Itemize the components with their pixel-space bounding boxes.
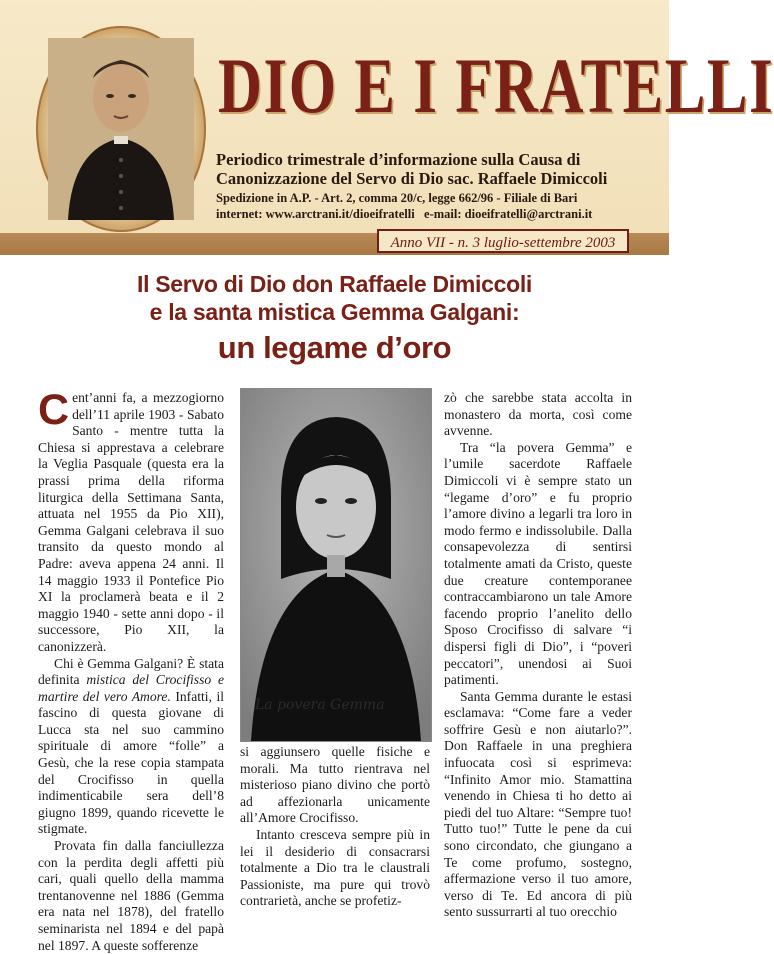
photo-gemma-galgani bbox=[240, 388, 432, 742]
priest-portrait-image bbox=[48, 38, 194, 220]
photo-signature: La povera Gemma bbox=[255, 697, 385, 713]
article-column-3 bbox=[444, 390, 632, 921]
dropcap: C bbox=[38, 386, 70, 434]
headline-line-1: Il Servo di Dio don Raffaele Dimiccoli bbox=[136, 271, 533, 297]
paragraph: zò che sarebbe stata accolta in monastero da morta, così come avvenne. bbox=[444, 390, 632, 439]
paragraph: Intanto cresceva sempre più in lei il desiderio di consacrarsi totalmente a Dio tra le claustrali Passioniste, ma pure qui trovò contrarietà, anche se profetiz- bbox=[240, 826, 430, 909]
paragraph: Santa Gemma durante le estasi esclamava: “Come fare a veder soffrire Gesù e non aiutarlo?”. Don Raffaele in una preghiera infuocata così si esprimeva: “Infinito Amor mio. Stamattina venendo in Chiesa ti ho detto ai piedi del tuo Altare: “Sempre tuo! Tutto tuo!” Tutte le pene da cui sono circondato, che giungano a Te come profumo, sostegno, affermazione verso il tuo amore, verso di Te. Ed ancora di più sento sussurrarti al tuo orecchio bbox=[444, 688, 632, 920]
article-column-2 bbox=[240, 744, 430, 910]
issue-label: Anno VII - n. 3 luglio-settembre 2003 bbox=[377, 229, 629, 253]
headline-line-2: e la santa mistica Gemma Galgani: bbox=[149, 299, 520, 325]
paragraph: si aggiunsero quelle fisiche e morali. Ma tutto rientrava nel misterioso piano divino che portò ad affezionarla unicamente all’Amore Crocifisso. bbox=[240, 744, 430, 826]
article-column-1 bbox=[38, 386, 225, 954]
headline-line-3: un legame d’oro bbox=[217, 330, 452, 365]
gemma-portrait-image bbox=[241, 389, 431, 741]
paragraph-text: Infatti, il fascino di questa giovane di Lucca sta nel suo cammino spirituale di amore “folle” a Gesù, che la rese copia stampata del Crocifisso in quella indimenticabile sera dell’8 giugno 1899, quando ricevette le stigmate. bbox=[38, 688, 225, 837]
paragraph: Provata fin dalla fanciullezza con la perdita degli affetti più cari, quali quello della mamma trentanovenne nel 1886 (Gemma era nata nel 1878), del fratello seminarista nel 1894 e del papà nel 1897. A queste sofferenze bbox=[38, 838, 224, 953]
subtitle-line-2: Canonizzazione del Servo di Dio sac. Raffaele Dimiccoli bbox=[216, 169, 608, 188]
masthead-subtitle bbox=[216, 150, 666, 188]
paragraph bbox=[38, 656, 224, 839]
paragraph-text: Chi è Gemma Galgani? È stata definita bbox=[38, 655, 224, 688]
article-headline bbox=[0, 270, 669, 370]
contact-info: internet: www.arctrani.it/dioeifratelli e-mail: dioeifratelli@arctrani.it bbox=[216, 207, 593, 221]
paragraph: Tra “la povera Gemma” e l’umile sacerdote Raffaele Dimiccoli vi è sempre stato un “legame d’oro” e fu proprio l’amore divino a legarli tra loro in modo fermo e indissolubile. Dalla consapevolezza di sentirsi totalmente amati da Cristo, queste due creature contemporanee contraccambiarono un tale Amore facendo proprio l’anelito dello Sposo Crocifisso di salvare “i dispersi figli di Dio”, i “poveri peccatori”, unendosi ai Suoi patimenti. bbox=[444, 439, 632, 688]
paragraph-text: ent’anni fa, a mezzogiorno dell’11 aprile 1903 - Sabato Santo - mentre tutta la Chiesa si apprestava a celebrare la Veglia Pasquale (questa era la prassi prima della riforma liturgica della Settimana Santa, attuata nel 1955 da Pio XII), Gemma Galgani celebrava il suo transito da questo mondo al Padre: aveva appena 24 anni. Il 14 maggio 1933 il Pontefice Pio XI la proclamerà beata e il 2 maggio 1940 - sette anni dopo - il successore, Pio XII, la canonizzerà. bbox=[38, 390, 224, 654]
paragraph bbox=[38, 386, 224, 656]
shipping-info: Spedizione in A.P. - Art. 2, comma 20/c, legge 662/96 - Filiale di Bari bbox=[216, 191, 578, 205]
masthead-info bbox=[216, 190, 666, 222]
emphasis-text: mistica del Crocifisso e martire del vero Amore. bbox=[38, 672, 224, 704]
portrait-dimiccoli bbox=[48, 38, 194, 220]
newsletter-title: DIO E I FRATELLI bbox=[218, 42, 774, 129]
subtitle-line-1: Periodico trimestrale d’informazione sulla Causa di bbox=[216, 150, 581, 169]
